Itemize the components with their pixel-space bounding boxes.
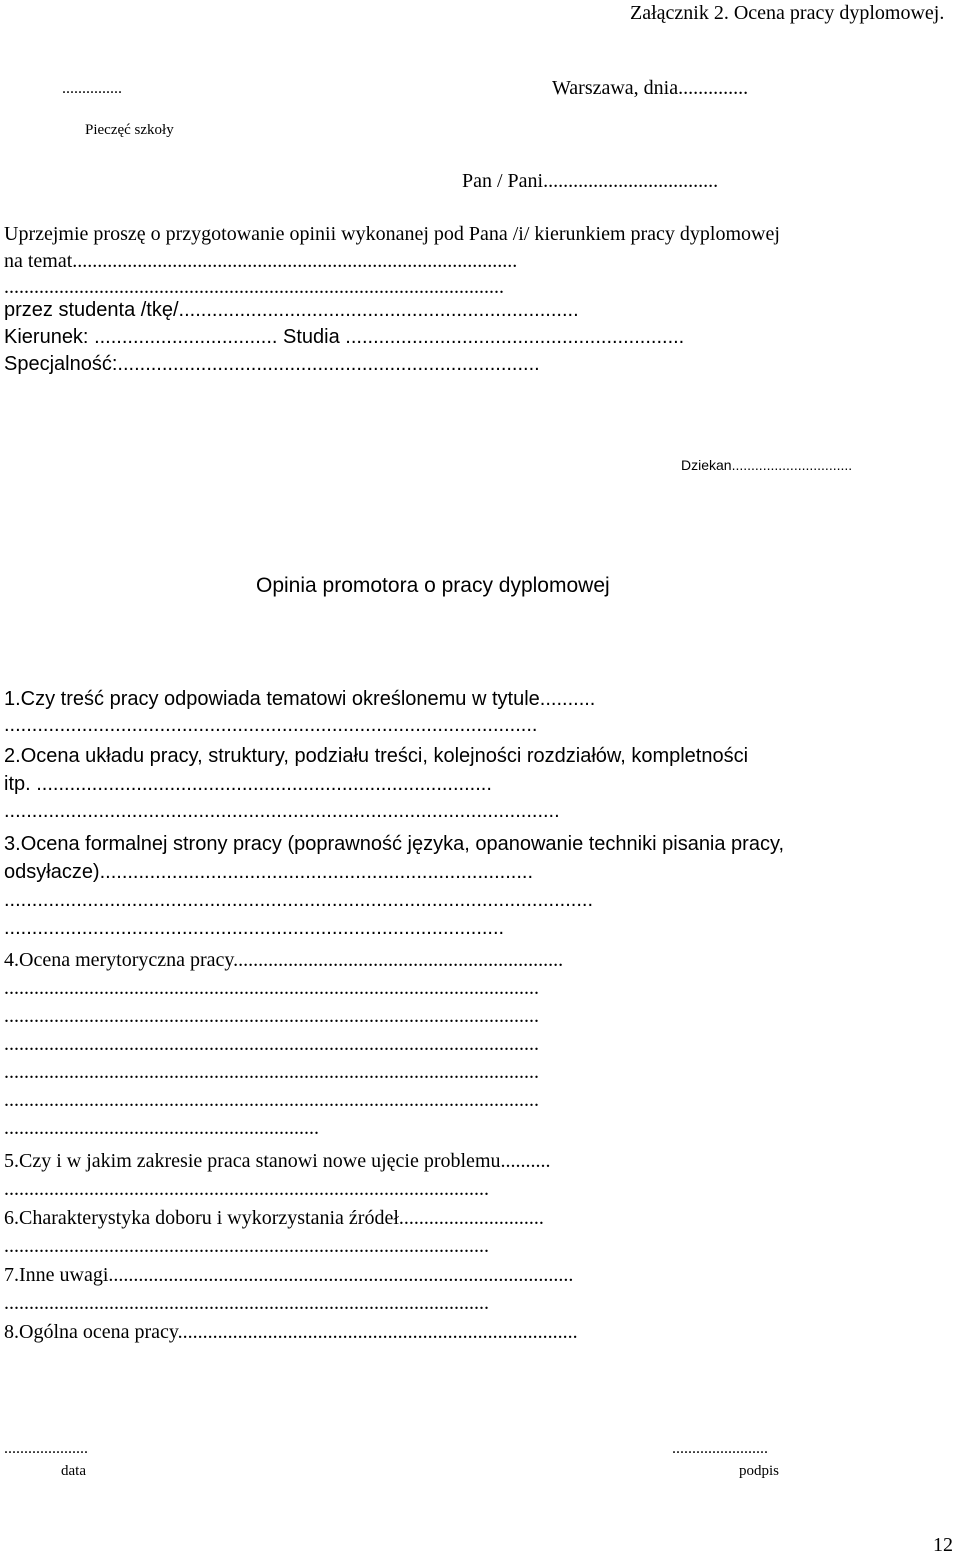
question-3 <box>4 833 784 856</box>
answer-1-dots: ................................................................................................ <box>4 714 538 736</box>
question-8: 8.Ogólna ocena pracy................................................................................ <box>4 1321 578 1343</box>
question-2 <box>4 745 748 768</box>
question-3-number: 3. <box>4 833 21 855</box>
request-line-2: na temat......................................................................................... <box>4 250 518 272</box>
place-date: Warszawa, dnia.............. <box>552 77 749 99</box>
question-3-text: Ocena formalnej strony pracy (poprawność języka, opanowanie techniki pisania pracy, <box>20 833 785 855</box>
question-7: 7.Inne uwagi............................................................................................. <box>4 1264 574 1286</box>
question-2-text: Ocena układu pracy, struktury, podziału treści, kolejności rozdziałów, kompletności <box>20 745 749 767</box>
answer-4-dots-5: ........................................................................................................... <box>4 1089 539 1111</box>
signature-label: podpis <box>739 1463 780 1479</box>
recipient: Pan / Pani................................... <box>462 170 719 192</box>
dean-signature: Dziekan............................... <box>681 457 853 473</box>
answer-4-dots-6: ............................................................... <box>4 1117 319 1139</box>
request-line-1: Uprzejmie proszę o przygotowanie opinii wykonanej pod Pana /i/ kierunkiem pracy dyplomowej <box>4 223 780 245</box>
question-1: 1.Czy treść pracy odpowiada tematowi określonemu w tytule.......... <box>4 688 596 710</box>
document-title: Opinia promotora o pracy dyplomowej <box>256 574 610 597</box>
question-2-number: 2. <box>4 745 21 767</box>
answer-3-dots-1: .......................................................................................................... <box>4 889 594 911</box>
answer-7-dots: ................................................................................................. <box>4 1292 489 1314</box>
date-label: data <box>61 1463 86 1479</box>
annex-title: Załącznik 2. Ocena pracy dyplomowej. <box>630 2 945 24</box>
stamp-label: Pieczęć szkoły <box>85 122 174 138</box>
page-number: 12 <box>933 1534 953 1556</box>
spec-dots: ............................................................................ <box>117 353 540 375</box>
signature-dots: ........................ <box>672 1440 768 1457</box>
date-dots: ..................... <box>4 1440 88 1457</box>
field-dots: ................................. <box>94 326 278 348</box>
request-line-3: .................................................................................................... <box>4 276 504 298</box>
question-3-cont: odsyłacze).............................................................................. <box>4 861 534 883</box>
answer-4-dots-2: ........................................................................................................... <box>4 1005 539 1027</box>
studies-dots: ............................................................. <box>345 326 685 348</box>
student-line: przez studenta /tkę/........................................................................ <box>4 299 579 321</box>
question-4: 4.Ocena merytoryczna pracy.................................................................. <box>4 949 564 971</box>
answer-2-dots: .................................................................................................... <box>4 800 560 822</box>
answer-4-dots-4: ........................................................................................................... <box>4 1061 539 1083</box>
specialization-line <box>4 353 540 376</box>
field-line <box>4 326 684 349</box>
answer-3-dots-2: .......................................................................................... <box>4 917 505 939</box>
answer-4-dots-1: ........................................................................................................... <box>4 977 539 999</box>
answer-6-dots: ................................................................................................. <box>4 1235 489 1257</box>
field-label: Kierunek: <box>4 326 89 348</box>
studies-label: Studia <box>283 326 340 348</box>
question-5: 5.Czy i w jakim zakresie praca stanowi nowe ujęcie problemu.......... <box>4 1150 551 1172</box>
stamp-dots: ............... <box>62 80 122 97</box>
answer-4-dots-3: ........................................................................................................... <box>4 1033 539 1055</box>
question-6: 6.Charakterystyka doboru i wykorzystania źródeł............................. <box>4 1207 544 1229</box>
spec-label: Specjalność: <box>4 353 118 375</box>
answer-5-dots: ................................................................................................. <box>4 1178 489 1200</box>
question-2-cont: itp. .................................................................................. <box>4 773 492 795</box>
